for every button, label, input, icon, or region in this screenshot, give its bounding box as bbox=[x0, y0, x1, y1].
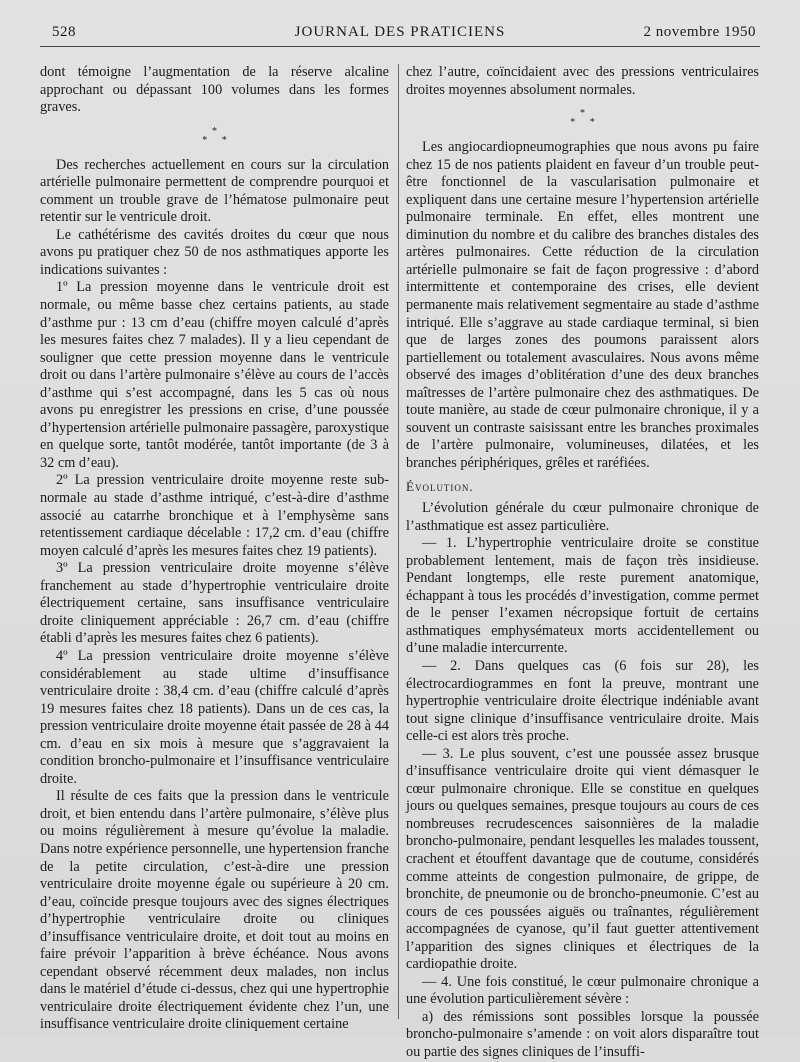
left-paragraph-3: Le cathétérisme des cavités droites du cœur que nous avons pu pratiquer chez 50 de nos asthmatiques apporte les indications suivantes : bbox=[40, 226, 389, 278]
journal-title: JOURNAL DES PRATICIENS bbox=[294, 24, 506, 40]
page-header bbox=[42, 20, 758, 46]
header-rule bbox=[40, 46, 760, 47]
section-break-stars bbox=[40, 127, 389, 145]
right-paragraph-6: — 3. Le plus souvent, c’est une poussée assez brusque d’insuffisance ventriculaire droite qui vient démasquer le cœur pulmonaire chronique. Elle se constitue en quelques jours ou quelques semaines, presque toujours au cours de ces nombreuses recrudescences saisonnières de la maladie broncho-pulmonaire, pendant lesquelles les malades toussent, crachent et étouffent davantage que de coutume, considérés comme atteints de congestion pulmonaire, de grippe, de bronchite, de pneumonie ou de broncho-pneumonie. C’est au cours de ces poussées aiguës ou traînantes, régulièrement accompagnées de cyanose, qu’il faut guetter attentivement l’apparition des signes cliniques et électriques de la cardiopathie droite. bbox=[406, 745, 759, 973]
page-number: 528 bbox=[52, 24, 76, 40]
left-paragraph-7: 4º La pression ventriculaire droite moyenne s’élève considérablement au stade ultime d’insuffisance ventriculaire droite : 38,4 cm. d’eau (chiffre calculé d’après 19 mesures faites chez 18 patients). Dans un de ces cas, la pression ventriculaire droite moyenne était passée de 28 à 44 cm. d’eau en six mois à mesure que s’aggravaient la condition broncho-pulmonaire et l’insuffisance ventriculaire droite. bbox=[40, 647, 389, 787]
star-top: * bbox=[580, 108, 585, 120]
left-paragraph-2: Des recherches actuellement en cours sur la circulation artérielle pulmonaire permettent de comprendre pourquoi et comment un trouble grave de l’hématose pulmonaire peut retentir sur le ventricule droit. bbox=[40, 156, 389, 226]
right-paragraph-2: Les angiocardiopneumographies que nous avons pu faire chez 15 de nos patients plaident en faveur d’un trouble peut-être fonctionnel de la vascularisation pulmonaire et expliquent dans une certaine mesure l’hypertension artérielle pulmonaire terminale. En effet, elles montrent une diminution du nombre et du calibre des branches distales des artères pulmonaires. Cette réduction de la circulation artérielle pulmonaire se fait de façon progressive : d’abord intermittente et contemporaine des crises, elle devient permanente mais relativement segmentaire au stade d’asthme intriqué. Elle s’aggrave au stade cardiaque terminal, si bien que de larges zones des poumons paraissent alors partiellement ou totalement avasculaires. Nous avons même observé des images d’oblitération d’une des deux branches maîtresses de l’artère pulmonaire chez des asthmatiques. De toute manière, au stade de cœur pulmonaire chronique, il y a souvent un contraste saisissant entre les branches proximales de l’artère pulmonaire, volumineuses, dilatées, et les branches périphériques, grêles et raréfiées. bbox=[406, 139, 759, 471]
section-heading-evolution: Évolution. bbox=[406, 479, 474, 495]
issue-date: 2 novembre 1950 bbox=[643, 24, 756, 40]
left-column bbox=[40, 64, 389, 1034]
right-column bbox=[406, 64, 759, 1062]
column-divider bbox=[398, 64, 399, 1019]
section-break-stars bbox=[406, 109, 759, 127]
right-paragraph-8: a) des rémissions sont possibles lorsque la poussée broncho-pulmonaire s’amende : on voit alors disparaître tout ou partie des signes cliniques de l’insuffi- bbox=[406, 1008, 759, 1060]
right-paragraph-7: — 4. Une fois constitué, le cœur pulmonaire chronique a une évolution particulièrement sévère : bbox=[406, 973, 759, 1008]
left-paragraph-6: 3º La pression ventriculaire droite moyenne s’élève franchement au stade d’hypertrophie ventriculaire droite électriquement certaine, sans insuffisance ventriculaire droite cliniquement appréciable : 26,7 cm. d’eau (chiffre établi d’après les mesures faites chez 6 patients). bbox=[40, 560, 389, 647]
right-paragraph-1: chez l’autre, coïncidaient avec des pressions ventriculaires droites moyennes absolument normales. bbox=[406, 64, 759, 98]
right-paragraph-5: — 2. Dans quelques cas (6 fois sur 28), les électrocardiogrammes en font la preuve, montrant une hypertrophie ventriculaire droite électrique indéniable avant tout signe clinique d’insuffisance ventriculaire droite. Mais celle-ci est alors très proche. bbox=[406, 657, 759, 745]
star-top: * bbox=[212, 125, 217, 137]
star-bottom: * * bbox=[202, 134, 233, 146]
left-paragraph-8: Il résulte de ces faits que la pression dans le ventricule droit, et bien entendu dans l’artère pulmonaire, s’élève plus ou moins régulièrement à mesure qu’évolue la maladie. Dans notre expérience personnelle, une hypertension franche de la petite circulation, c’est-à-dire une pression ventriculaire droite moyenne égale ou supérieure à 20 cm. d’eau, coïncide presque toujours avec des signes électriques d’hypertrophie ventriculaire droite ou cliniques d’insuffisance ventriculaire droite, et doit tout au moins en faire prévoir l’apparition à brève échéance. Nous avons cependant observé récemment deux malades, non inclus dans le matériel d’étude ci-dessus, chez qui une hypertrophie ventriculaire droite électriquement évidente chez l’un, une insuffisance ventriculaire droite cliniquement certaine bbox=[40, 788, 389, 1033]
left-paragraph-1: dont témoigne l’augmentation de la réserve alcaline approchant ou dépassant 100 volumes dans les formes graves. bbox=[40, 64, 389, 116]
right-paragraph-4: — 1. L’hypertrophie ventriculaire droite se constitue probablement lentement, mais de façon très insidieuse. Pendant longtemps, elle reste purement anatomique, échappant à tous les procédés d’investigation, comme permet de le penser l’examen nécropsique fortuit de certains asthmatiques emphysémateux morts accidentellement ou d’une maladie intercurrente. bbox=[406, 535, 759, 657]
left-paragraph-5: 2º La pression ventriculaire droite moyenne reste sub-normale au stade d’asthme intriqué, c’est-à-dire d’asthme associé au catarrhe bronchique et à l’emphysème sans retentissement cardiaque décelable : 17,2 cm. d’eau (chiffre moyen calculé d’après les mesures faites chez 19 patients). bbox=[40, 472, 389, 559]
left-paragraph-4: 1º La pression moyenne dans le ventricule droit est normale, ou même basse chez certains patients, au stade d’asthme pur : 13 cm d’eau (chiffre moyen calculé d’après les mesures faites chez 7 malades). Il y a lieu cependant de souligner que cette pression moyenne dans le ventricule droit ou dans l’artère pulmonaire s’élève au cours de l’accès d’asthme qui s’est accompagné, dans les 5 cas où nous avons pu enregistrer les pressions en crise, d’une poussée d’hypertension artérielle pulmonaire passagère, paroxystique en quelque sorte, tantôt modérée, tantôt importante (de 3 à 32 cm d’eau). bbox=[40, 279, 389, 471]
right-paragraph-3: L’évolution générale du cœur pulmonaire chronique de l’asthmatique est assez particulière. bbox=[406, 500, 759, 534]
star-bottom: * * bbox=[570, 117, 601, 129]
